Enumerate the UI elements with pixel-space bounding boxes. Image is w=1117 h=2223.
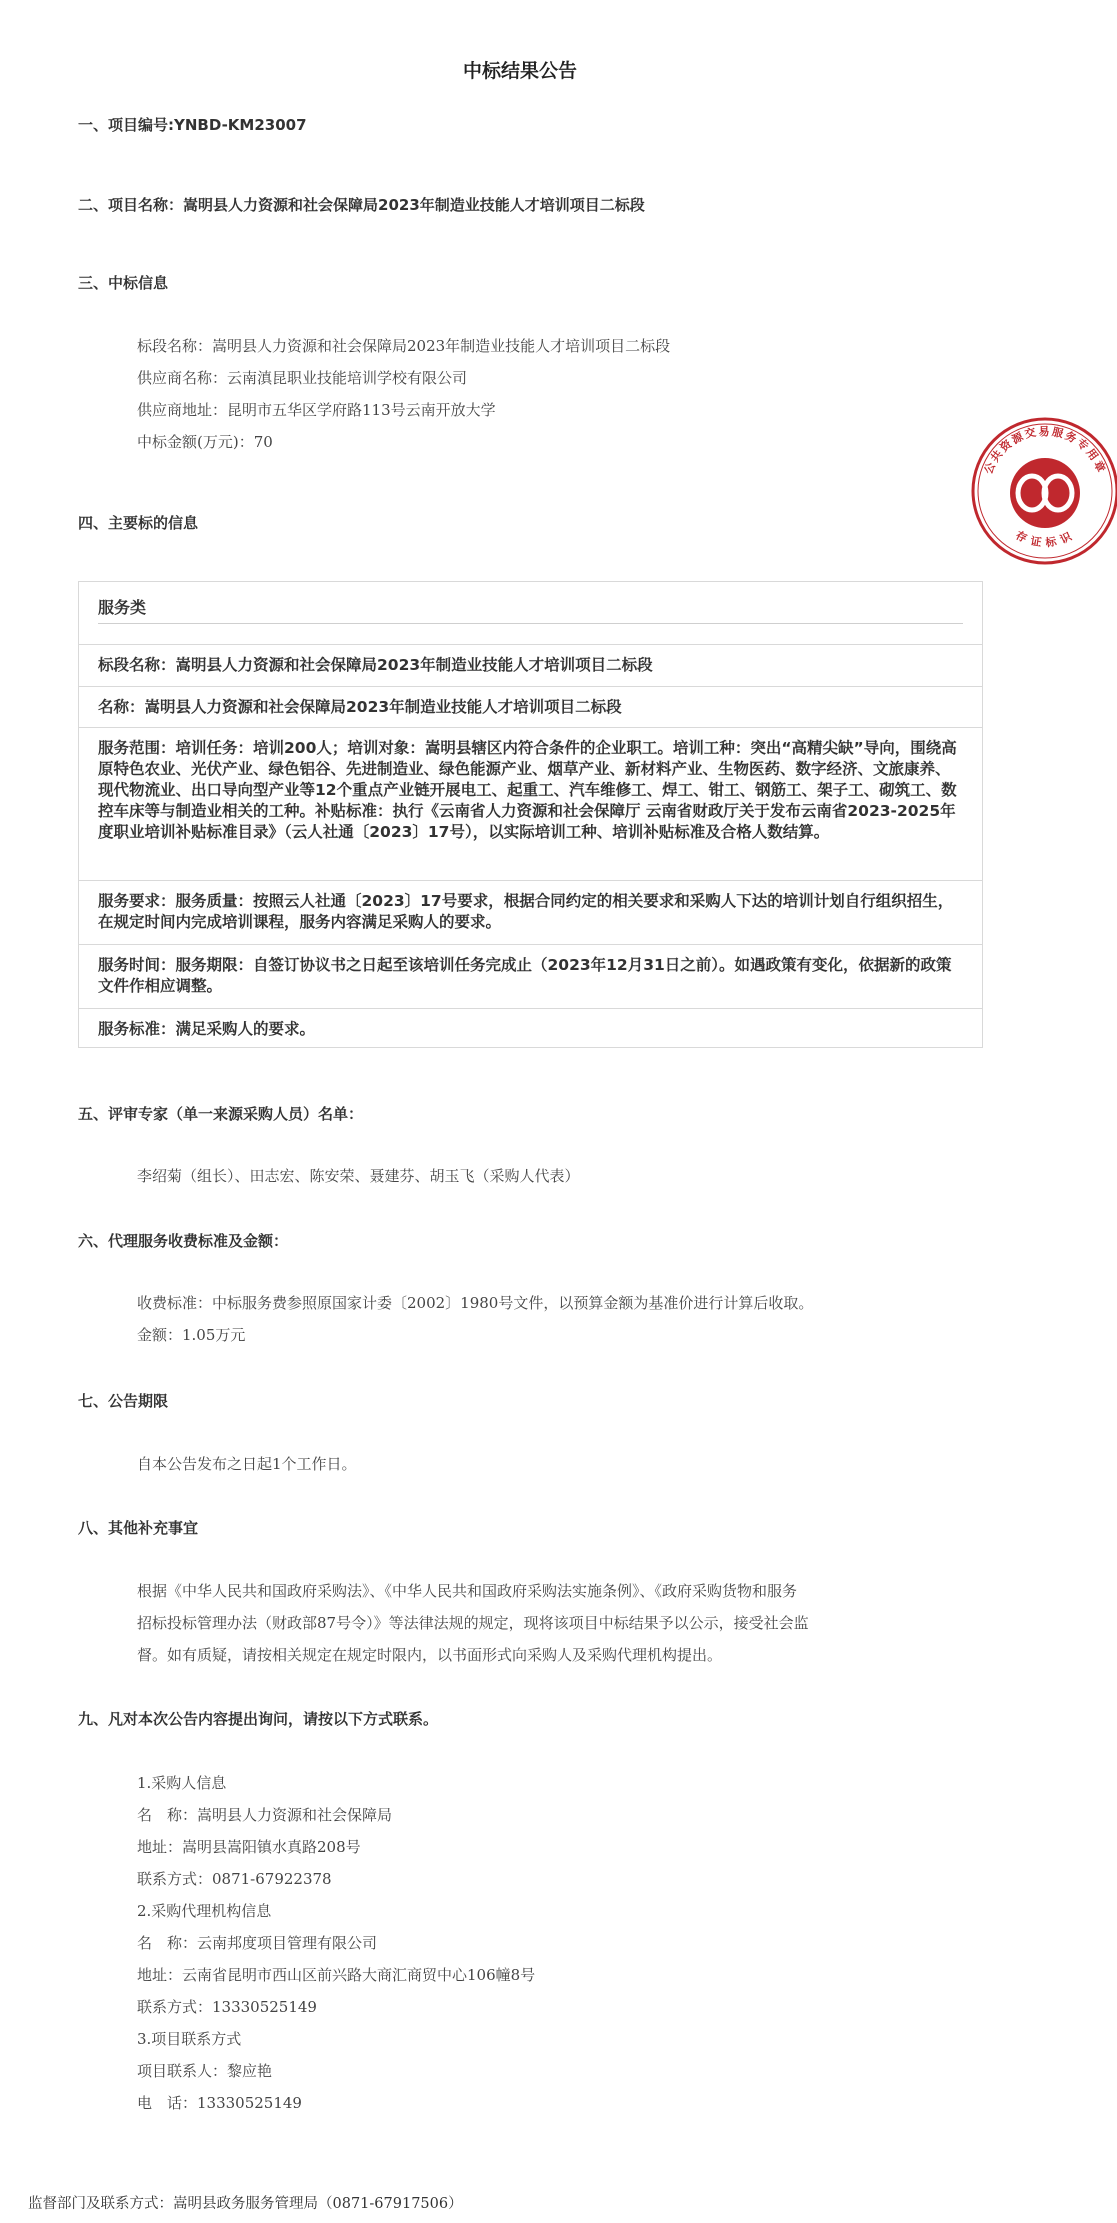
fee-amount: 金额：1.05万元 <box>137 1326 246 1344</box>
section-3-heading: 三、中标信息 <box>78 274 169 292</box>
supplier-name: 供应商名称：云南滇昆职业技能培训学校有限公司 <box>137 369 468 387</box>
notice-period: 自本公告发布之日起1个工作日。 <box>137 1455 357 1473</box>
supplementary-text-line: 招标投标管理办法（财政部87号令）》等法律法规的规定，现将该项目中标结果予以公示，接受社会监 <box>137 1614 809 1632</box>
section-7-heading: 七、公告期限 <box>78 1392 169 1410</box>
section-8-heading: 八、其他补充事宜 <box>78 1519 199 1537</box>
supplementary-text-line: 根据《中华人民共和国政府采购法》、《中华人民共和国政府采购法实施条例》、《政府采购货物和服务 <box>137 1582 798 1600</box>
table-row: 服务标准：满足采购人的要求。 <box>98 1020 316 1038</box>
table-header-divider <box>98 623 963 624</box>
subject-info-table <box>78 581 983 1048</box>
table-header-label: 服务类 <box>98 598 147 617</box>
table-row: 服务范围：培训任务：培训200人；培训对象：嵩明县辖区内符合条件的企业职工。培训工种：突出“高精尖缺”导向，围绕高原特色农业、光伏产业、绿色铝谷、先进制造业、绿色能源产业、烟草产业、新材料产业、生物医药、数字经济、文旅康养、现代物流业、出口导向型产业等12个重点产业链开展电工、起重工、汽车维修工、焊工、钳工、钢筋工、架子工、砌筑工、数控车床等与制造业相关的工种。补贴标准：执行《云南省人力资源和社会保障厅 云南省财政厅关于发布云南省2023-2025年度职业培训补贴标准目录》（云人社通〔2023〕17号），以实际培训工种、培训补贴标准及合格人数结算。 <box>79 728 982 881</box>
contact-line: 地址：云南省昆明市西山区前兴路大商汇商贸中心106幢8号 <box>137 1966 536 1984</box>
seal-bottom-text: 存证标识 <box>1013 528 1077 550</box>
expert-list: 李绍菊（组长）、田志宏、陈安荣、聂建芬、胡玉飞（采购人代表） <box>137 1167 580 1185</box>
contact-line: 电 话：13330525149 <box>137 2094 302 2112</box>
section-6-heading: 六、代理服务收费标准及金额： <box>78 1232 289 1250</box>
table-row: 名称：嵩明县人力资源和社会保障局2023年制造业技能人才培训项目二标段 <box>79 687 982 728</box>
page-title: 中标结果公告 <box>462 60 577 82</box>
contact-line: 1.采购人信息 <box>137 1774 227 1792</box>
section-5-heading: 五、评审专家（单一来源采购人员）名单： <box>78 1105 364 1123</box>
table-row: 标段名称：嵩明县人力资源和社会保障局2023年制造业技能人才培训项目二标段 <box>79 645 982 687</box>
section-4-heading: 四、主要标的信息 <box>78 514 199 532</box>
contact-line: 名 称：云南邦度项目管理有限公司 <box>137 1934 378 1952</box>
supplementary-text-line: 督。如有质疑，请按相关规定在规定时限内，以书面形式向采购人及采购代理机构提出。 <box>137 1646 723 1664</box>
contact-line: 联系方式：0871-67922378 <box>137 1870 332 1888</box>
official-seal <box>969 415 1117 567</box>
fee-standard: 收费标准：中标服务费参照原国家计委〔2002〕1980号文件，以预算金额为基准价进行计算后收取。 <box>137 1294 814 1312</box>
table-header <box>79 582 982 645</box>
contact-line: 联系方式：13330525149 <box>137 1998 317 2016</box>
seal-top-text: 公共资源交易服务专用章 <box>981 425 1109 476</box>
section-1-heading: 一、项目编号:YNBD-KM23007 <box>78 116 307 134</box>
table-row: 服务要求：服务质量：按照云人社通〔2023〕17号要求，根据合同约定的相关要求和采购人下达的培训计划自行组织招生，在规定时间内完成培训课程，服务内容满足采购人的要求。 <box>79 881 982 945</box>
contact-line: 3.项目联系方式 <box>137 2030 242 2048</box>
contact-line: 2.采购代理机构信息 <box>137 1902 272 1920</box>
contact-line: 项目联系人：黎应艳 <box>137 2062 273 2080</box>
svg-text:存证标识 <box>1014 528 1077 550</box>
bid-section-name: 标段名称：嵩明县人力资源和社会保障局2023年制造业技能人才培训项目二标段 <box>137 337 671 355</box>
table-row: 服务时间：服务期限：自签订协议书之日起至该培训任务完成止（2023年12月31日之前）。如遇政策有变化，依据新的政策文件作相应调整。 <box>79 945 982 1009</box>
contact-line: 地址：嵩明县嵩阳镇水真路208号 <box>137 1838 361 1856</box>
contact-line: 名 称：嵩明县人力资源和社会保障局 <box>137 1806 393 1824</box>
supplier-address: 供应商地址：昆明市五华区学府路113号云南开放大学 <box>137 401 496 419</box>
section-9-heading: 九、凡对本次公告内容提出询问，请按以下方式联系。 <box>78 1710 439 1728</box>
supervision-contact: 监督部门及联系方式：嵩明县政务服务管理局（0871-67917506） <box>28 2196 463 2212</box>
section-2-heading: 二、项目名称：嵩明县人力资源和社会保障局2023年制造业技能人才培训项目二标段 <box>78 196 645 214</box>
bid-amount: 中标金额(万元)：70 <box>137 433 273 451</box>
